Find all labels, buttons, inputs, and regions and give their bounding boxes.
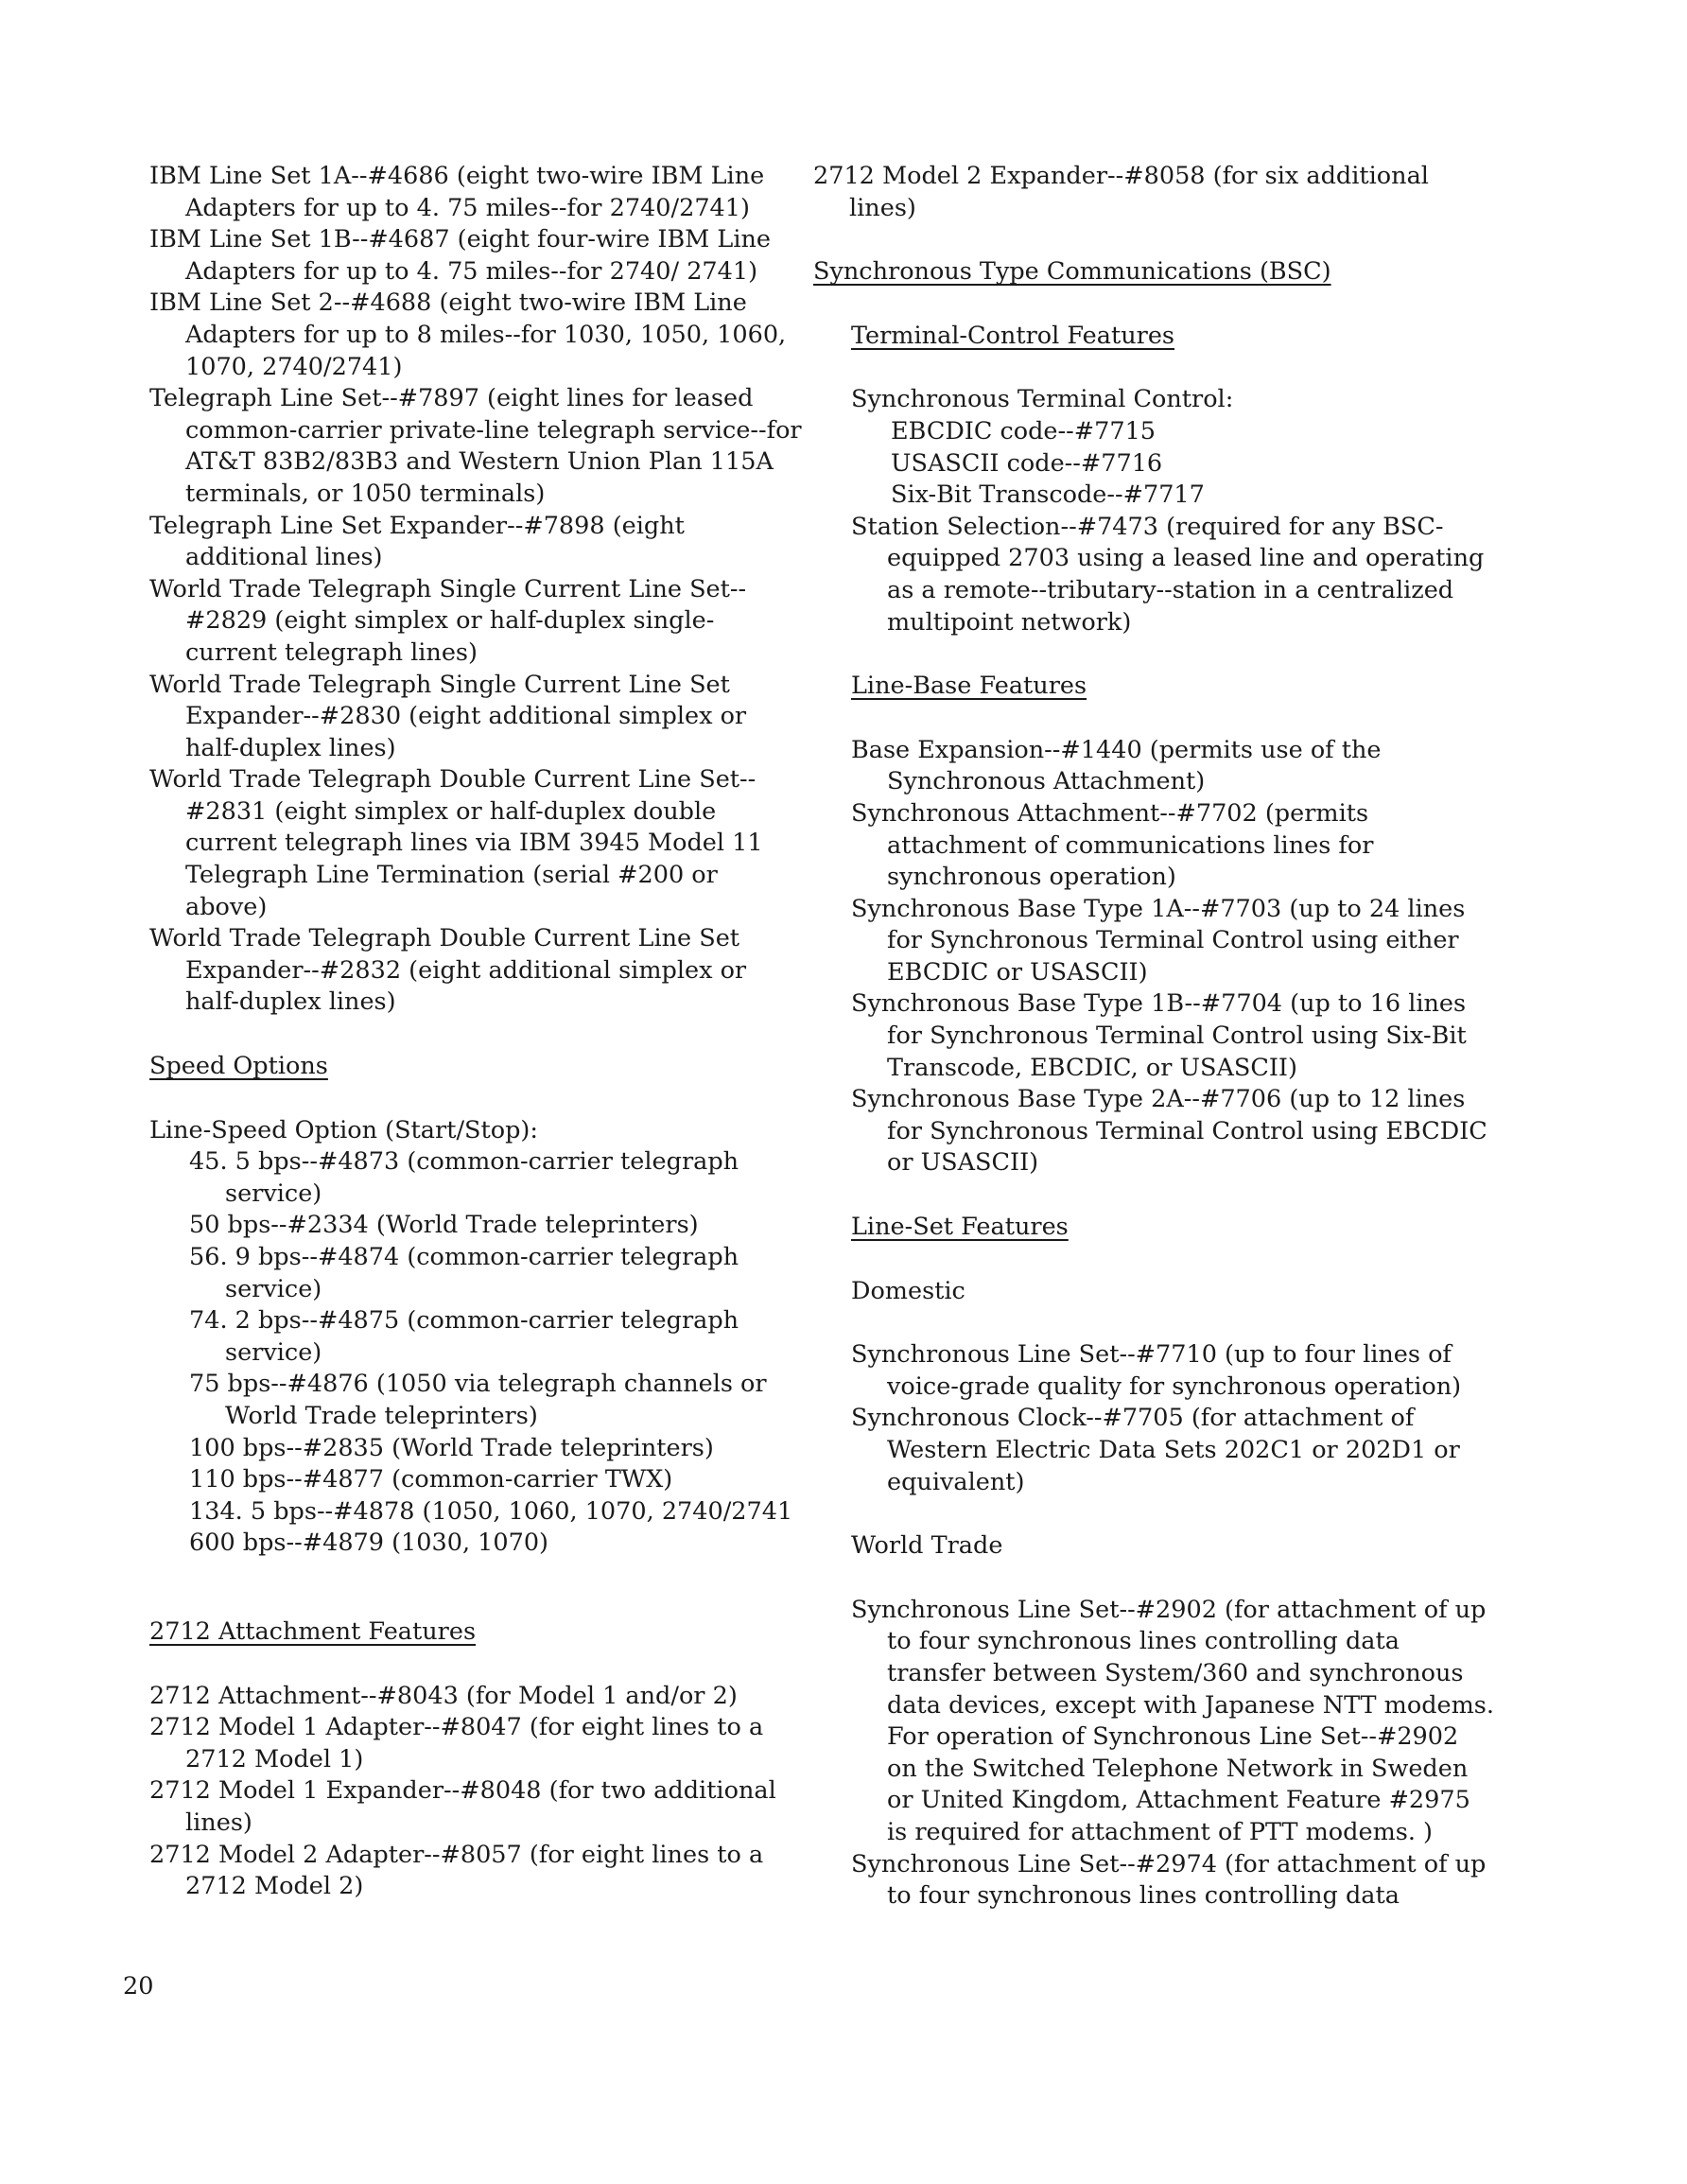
line-speed-intro: Line-Speed Option (Start/Stop): (149, 1115, 538, 1144)
attachment-2712-heading: 2712 Attachment Features (149, 1616, 477, 1646)
line-base-heading: Line-Base Features (851, 672, 1087, 701)
list-item: Six-Bit Transcode--#7717 (891, 480, 1205, 510)
line-set-heading: Line-Set Features (851, 1213, 1069, 1242)
list-item: Synchronous Attachment--#7702 (permits attachment of communications lines for synchronous operation) (851, 798, 1374, 892)
list-item: Synchronous Line Set--#2902 (for attachment of up to four synchronous lines controlling data transfer between System/360 and synchronous data devices, except with Japanese NTT modems. For operation of Synchronous Line Set--#2902 on the Switched Telephone Network in Sweden or United Kingdom, Attachment Feature #2975 is required for attachment of PTT modems. ) (851, 1595, 1494, 1846)
list-item: Synchronous Base Type 2A--#7706 (up to 12 lines for Synchronous Terminal Control using EBCDIC or USASCII) (851, 1085, 1487, 1178)
right-column (813, 161, 1494, 1913)
list-item: 110 bps--#4877 (common-carrier TWX) (189, 1465, 673, 1494)
list-item: World Trade Telegraph Single Current Line Set Expander--#2830 (eight additional simplex or half-duplex lines) (149, 670, 747, 762)
list-item: 45. 5 bps--#4873 (common-carrier telegraph service) (189, 1147, 739, 1208)
list-item: World Trade Telegraph Double Current Line Set Expander--#2832 (eight additional simplex or half-duplex lines) (149, 924, 747, 1017)
list-item: Telegraph Line Set--#7897 (eight lines for leased common-carrier private-line telegraph service--for AT&T 83B2/83B3 and Western Union Plan 115A terminals, or 1050 terminals) (149, 384, 802, 508)
list-item: EBCDIC code--#7715 (891, 416, 1157, 446)
list-item: Synchronous Base Type 1A--#7703 (up to 24 lines for Synchronous Terminal Control using either EBCDIC or USASCII) (851, 894, 1466, 987)
list-item: Telegraph Line Set Expander--#7898 (eight additional lines) (149, 511, 685, 572)
speed-options-heading: Speed Options (149, 1052, 328, 1081)
list-item: 75 bps--#4876 (1050 via telegraph channels or World Trade teleprinters) (189, 1370, 767, 1430)
list-item: IBM Line Set 1B--#4687 (eight four-wire IBM Line Adapters for up to 4. 75 miles--for 2740/ 2741) (149, 225, 771, 286)
list-item: World Trade Telegraph Double Current Line Set--#2831 (eight simplex or half-duplex double current telegraph lines via IBM 3945 Model 11 Telegraph Line Termination (serial #200 or above) (149, 765, 763, 921)
list-item: Synchronous Line Set--#7710 (up to four lines of voice-grade quality for synchronous operation) (851, 1340, 1462, 1401)
bsc-section-heading: Synchronous Type Communications (BSC) (813, 257, 1331, 287)
list-item: Base Expansion--#1440 (permits use of the Synchronous Attachment) (851, 735, 1382, 796)
list-item: World Trade Telegraph Single Current Line Set--#2829 (eight simplex or half-duplex single-current telegraph lines) (149, 574, 747, 667)
list-item: 50 bps--#2334 (World Trade teleprinters) (189, 1211, 699, 1240)
list-item: 74. 2 bps--#4875 (common-carrier telegraph service) (189, 1306, 739, 1367)
list-item: 2712 Model 2 Adapter--#8057 (for eight lines to a 2712 Model 2) (149, 1840, 764, 1901)
list-item: 2712 Model 1 Adapter--#8047 (for eight lines to a 2712 Model 1) (149, 1713, 764, 1773)
terminal-control-heading: Terminal-Control Features (851, 321, 1175, 350)
left-column (149, 161, 802, 1903)
list-item: 2712 Model 2 Expander--#8058 (for six additional lines) (813, 162, 1429, 222)
list-item: 2712 Model 1 Expander--#8048 (for two additional lines) (149, 1776, 776, 1837)
page-number: 20 (123, 1972, 154, 2001)
world-trade-label: World Trade (851, 1531, 1003, 1561)
bsc-subsections (813, 321, 1494, 1913)
terminal-control-intro: Synchronous Terminal Control: (851, 385, 1234, 414)
list-item: IBM Line Set 1A--#4686 (eight two-wire IBM Line Adapters for up to 4. 75 miles--for 2740/2741) (149, 162, 765, 222)
list-item: Station Selection--#7473 (required for any BSC-equipped 2703 using a leased line and operating as a remote--tributary--station in a centralized multipoint network) (851, 512, 1485, 637)
list-item: 56. 9 bps--#4874 (common-carrier telegraph service) (189, 1243, 739, 1303)
domestic-label: Domestic (851, 1276, 965, 1305)
list-item: Synchronous Base Type 1B--#7704 (up to 16 lines for Synchronous Terminal Control using Six-Bit Transcode, EBCDIC, or USASCII) (851, 989, 1467, 1082)
list-item: 2712 Attachment--#8043 (for Model 1 and/or 2) (149, 1681, 738, 1710)
list-item: Synchronous Clock--#7705 (for attachment of Western Electric Data Sets 202C1 or 202D1 or equivalent) (851, 1404, 1460, 1496)
list-item: Synchronous Line Set--#2974 (for attachment of up to four synchronous lines controlling data (851, 1849, 1487, 1911)
list-item: 100 bps--#2835 (World Trade teleprinters) (189, 1433, 714, 1462)
list-item: IBM Line Set 2--#4688 (eight two-wire IBM Line Adapters for up to 8 miles--for 1030, 1050, 1060, 1070, 2740/2741) (149, 288, 787, 381)
list-item: 600 bps--#4879 (1030, 1070) (189, 1529, 549, 1558)
list-item: USASCII code--#7716 (891, 448, 1163, 478)
list-item: 134. 5 bps--#4878 (1050, 1060, 1070, 2740/2741 (189, 1496, 793, 1526)
